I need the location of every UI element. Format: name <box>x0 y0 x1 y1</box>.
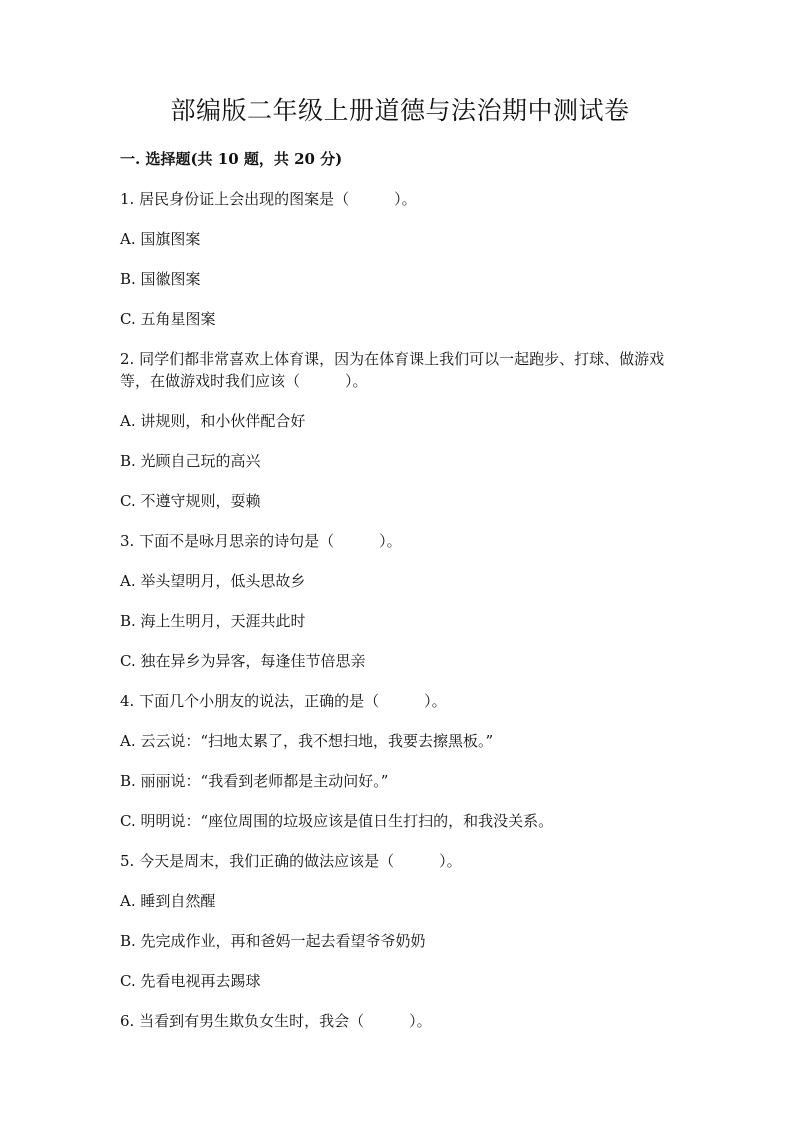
answer-option: B. 国徽图案 <box>120 270 201 288</box>
answer-option: C. 先看电视再去踢球 <box>120 972 261 990</box>
page-title: 部编版二年级上册道德与法治期中测试卷 <box>170 96 630 125</box>
answer-option: B. 先完成作业，再和爸妈一起去看望爷爷奶奶 <box>120 932 426 950</box>
answer-option: A. 国旗图案 <box>120 230 201 248</box>
question-stem: 5. 今天是周末，我们正确的做法应该是（ ）。 <box>120 852 462 870</box>
answer-option: B. 丽丽说：“我看到老师都是主动问好。” <box>120 772 389 790</box>
question-list <box>120 188 680 1050</box>
answer-option: A. 讲规则，和小伙伴配合好 <box>120 412 306 430</box>
answer-option: B. 光顾自己玩的高兴 <box>120 452 261 470</box>
question-stem: 1. 居民身份证上会出现的图案是（ ）。 <box>120 190 417 208</box>
answer-option: A. 举头望明月，低头思故乡 <box>120 572 306 590</box>
answer-option: C. 不遵守规则，耍赖 <box>120 492 261 510</box>
question-stem: 4. 下面几个小朋友的说法，正确的是（ ）。 <box>120 692 447 710</box>
question-stem: 6. 当看到有男生欺负女生时，我会（ ）。 <box>120 1012 432 1030</box>
answer-option: C. 独在异乡为异客，每逢佳节倍思亲 <box>120 652 366 670</box>
answer-option: C. 五角星图案 <box>120 310 216 328</box>
section-heading: 一. 选择题(共 10 题，共 20 分) <box>120 150 343 168</box>
question-stem: 3. 下面不是咏月思亲的诗句是（ ）。 <box>120 532 402 550</box>
answer-option: C. 明明说：“座位周围的垃圾应该是值日生打扫的，和我没关系。 <box>120 812 554 830</box>
answer-option: A. 云云说：“扫地太累了，我不想扫地，我要去擦黑板。” <box>120 732 494 750</box>
answer-option: B. 海上生明月，天涯共此时 <box>120 612 306 630</box>
answer-option: A. 睡到自然醒 <box>120 892 216 910</box>
question-stem: 2. 同学们都非常喜欢上体育课，因为在体育课上我们可以一起跑步、打球、做游戏等，在做游戏时我们应该（ ）。 <box>120 350 665 390</box>
